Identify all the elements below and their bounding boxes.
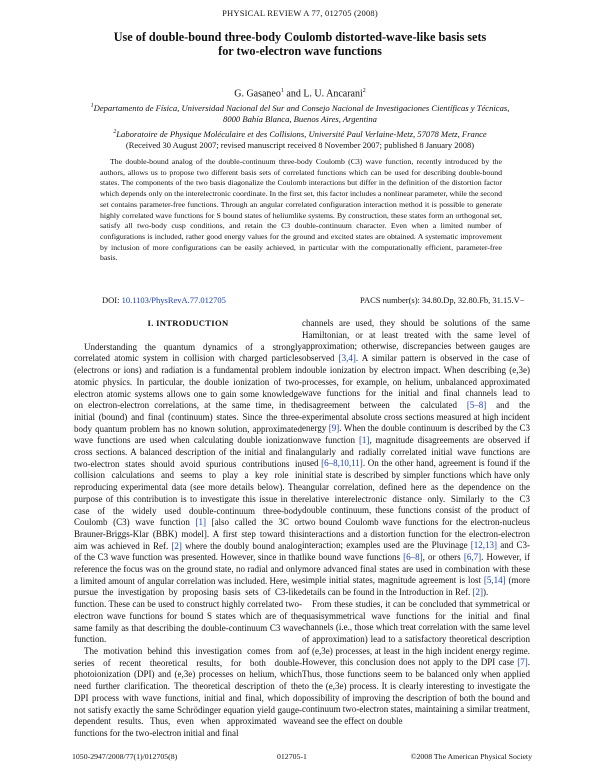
text-run: . A similar pattern is observed in the case of double ionization by electron impact. When describing (e,3e) processes, for example, on helium, unbalanced approximated wave functions for the initial and final channels lead to disagreement between the calculated — [302, 353, 530, 410]
affiliation-1-line-1: Departamento de Física, Universidad Nacional del Sur and Consejo Nacional de Investigaciones Científicas y Técnicas, — [93, 102, 510, 113]
footer-page-number: 012705-1 — [277, 752, 307, 761]
text-run: and C3-like bound wave functions — [302, 540, 530, 563]
affiliation-1-mark: 1 — [90, 103, 94, 109]
citation-link[interactable]: [6,7] — [463, 552, 482, 563]
text-run: channels are used, they should be solutions of the same Hamiltonian, or at least treated with the same level of approximation; otherwise, discrepancies between gauges are observed — [302, 318, 530, 364]
left-column — [74, 318, 302, 740]
citation-link[interactable]: [6–8,10,11] — [321, 458, 363, 469]
doi — [102, 295, 226, 305]
text-run: . However, if more advanced final states are used in combination with these simple initial states, magnitude agreement is lost — [302, 552, 531, 586]
affiliation-2-mark: 2 — [113, 129, 117, 135]
author-1-affil-mark: 1 — [280, 88, 284, 94]
author-1: G. Gasaneo — [234, 88, 281, 100]
text-run: where the doubly bound analog of the C3 wave function was presented. However, since in that reference the focus was on the ground state, no radial and only a limited amount of angular correlation was included. Here, we pursue the investigation by proposing basis sets of C3-like function. These can be used to construct highly correlated two-electron wave functions for bound S states which are of the same family as that describing the double-continuum C3 wave function. — [74, 540, 302, 645]
text-run: . Thus, those functions seem to be balanced only when applied to the (e,3e) process. It is clearly interesting to investigate the possibility of improving the description of both the bound and continuum two-electron states, maintaining a similar treatment, and see the effect on double — [302, 657, 530, 726]
citation-link[interactable]: [12,13] — [470, 540, 498, 551]
abstract: The double-bound analog of the double-continuum three-body Coulomb (C3) wave function, recently introduced by the authors, allows us to propose two different basis sets of correlated functions which can be used for describing double-bound states. The components of the two basis diagonalize the Coulomb interactions but differ in the definition of the distortion factor which depends only on the interelectronic coordinate. In the first set, this factor includes a nonlinear parameter, while the second set contains parameter-free functions. Through an angular correlated configuration interaction method it is possible to generate highly correlated wave functions for S bound states of heliumlike systems. By construction, these states form an orthogonal set, satisfy all two-body cusp conditions, and retain the C3 double-continuum character. Even when a limited number of configurations is included, rather good energy values for the ground and excited states are obtained. A systematic improvement by inclusion of more configurations can be easily achieved, in particular with the computationally efficient, parameter-free basis. — [100, 157, 502, 263]
intro-paragraph-3 — [302, 318, 530, 599]
citation-link[interactable]: [2] — [171, 540, 182, 551]
received-dates: (Received 30 August 2007; revised manuscript received 8 November 2007; published 8 January 2008) — [125, 140, 475, 150]
author-2-affil-mark: 2 — [362, 88, 366, 94]
citation-link[interactable]: [1] — [358, 435, 370, 446]
text-run: ). — [482, 587, 489, 598]
text-run: From these studies, it can be concluded that symmetrical or quasisymmetrical wave functions for the initial and final channels (i.e., those which treat correlation with the same level of approximation) lead to a satisfactory theoretical description of (e,3e) processes, at least in the high incident energy regime. However, this conclusion does not apply to the DPI case — [302, 598, 530, 668]
affiliation-2-line-1: Laboratoire de Physique Moléculaire et des Collisions, Université Paul Verlaine-Metz, 57078 Metz, France — [116, 128, 487, 139]
intro-paragraph-1 — [74, 342, 302, 646]
citation-link[interactable]: [5,14] — [483, 575, 506, 586]
citation-link[interactable]: [5–8] — [466, 399, 487, 410]
text-run: , or others — [422, 552, 464, 563]
title-line-2: for two-electron wave functions — [218, 44, 382, 58]
text-run: Understanding the quantum dynamics of a strongly correlated atomic system in collision with charged particles (electrons or ions) and radiation is a fundamental problem in atomic physics. In particular, the double ionization of two-electron atomic systems allows one to gain some knowledge on electron-electron correlations, at the same time, in the initial (bound) and final (continuum) states. Since the three-body quantum problem has no known solution, approximated wave functions are used when calculating double ionization cross sections. A balanced description of the initial and final two-electron states should avoid spurious contributions in collision calculations and seems to play a key role in reproducing experimental data (see more details below). The purpose of this contribution is to investigate this issue in the case of the widely used double-continuum three-body Coulomb (C3) wave function — [74, 341, 302, 528]
right-column — [302, 318, 530, 728]
journal-header: PHYSICAL REVIEW A 77, 012705 (2008) — [222, 8, 378, 18]
citation-link[interactable]: [7] — [517, 657, 528, 668]
affiliation-2 — [40, 127, 560, 140]
text-run: . On the other hand, agreement is found if the initial state is described by simpler functions which have only angular correlation, defined here as the dependence on the relative interelectronic distance only. Similarly to the C3 double continuum, these functions consist of the product of two bound Coulomb wave functions for the electron-nucleus interactions and a distortion function for the electron-electron interaction; examples used are the Pluvinage — [302, 458, 531, 551]
intro-paragraph-2: The motivation behind this investigation comes from a series of recent theoretical results, for both double-photoionization (DPI) and (e,3e) processes on helium, which need further clarification. The theoretical description of the DPI process with wave functions, initial and final, which do not satisfy exactly the same Schrödinger equation yield gauge-dependent results. Thus, even when approximated wave functions for the two-electron initial and final — [74, 645, 302, 738]
doi-link[interactable]: 10.1103/PhysRevA.77.012705 — [121, 295, 226, 305]
intro-paragraph-4 — [302, 599, 530, 728]
citation-link[interactable]: [6–8] — [403, 552, 423, 563]
citation-link[interactable]: [3,4] — [338, 353, 356, 364]
text-run: and the experimental absolute cross sections measured at high incident energy — [302, 399, 530, 434]
citation-link[interactable]: [9] — [328, 423, 340, 434]
affiliation-1 — [40, 101, 560, 125]
author-conjunction: and — [283, 88, 304, 100]
paper-title — [60, 30, 540, 58]
footer-copyright: ©2008 The American Physical Society — [410, 752, 532, 761]
footer-issn: 1050-2947/2008/77(1)/012705(8) — [72, 752, 178, 761]
citation-link[interactable]: [2] — [472, 587, 483, 598]
author-2: L. U. Ancarani — [303, 88, 363, 100]
doi-label: DOI: — [102, 295, 120, 305]
pacs-numbers: PACS number(s): 34.80.Dp, 32.80.Fb, 31.15.V− — [360, 295, 525, 305]
section-heading: I. INTRODUCTION — [147, 318, 229, 328]
text-run: , magnitude disagreements are observed if angularly and radially correlated initial wave functions are used — [302, 435, 530, 469]
text-run: (more details can be found in the Introduction in Ref. — [302, 575, 530, 598]
text-run: [also called the 3C or Brauner-Briggs-Klar (BBK) model]. A first step toward this aim was achieved in Ref. — [74, 517, 303, 551]
citation-link[interactable]: [1] — [195, 517, 206, 528]
affiliation-1-line-2: 8000 Bahía Blanca, Buenos Aires, Argentina — [223, 113, 377, 124]
author-list — [0, 88, 600, 99]
text-run: . When the double continuum is described by the C3 wave function — [302, 423, 530, 446]
title-line-1: Use of double-bound three-body Coulomb distorted-wave-like basis sets — [113, 30, 487, 44]
